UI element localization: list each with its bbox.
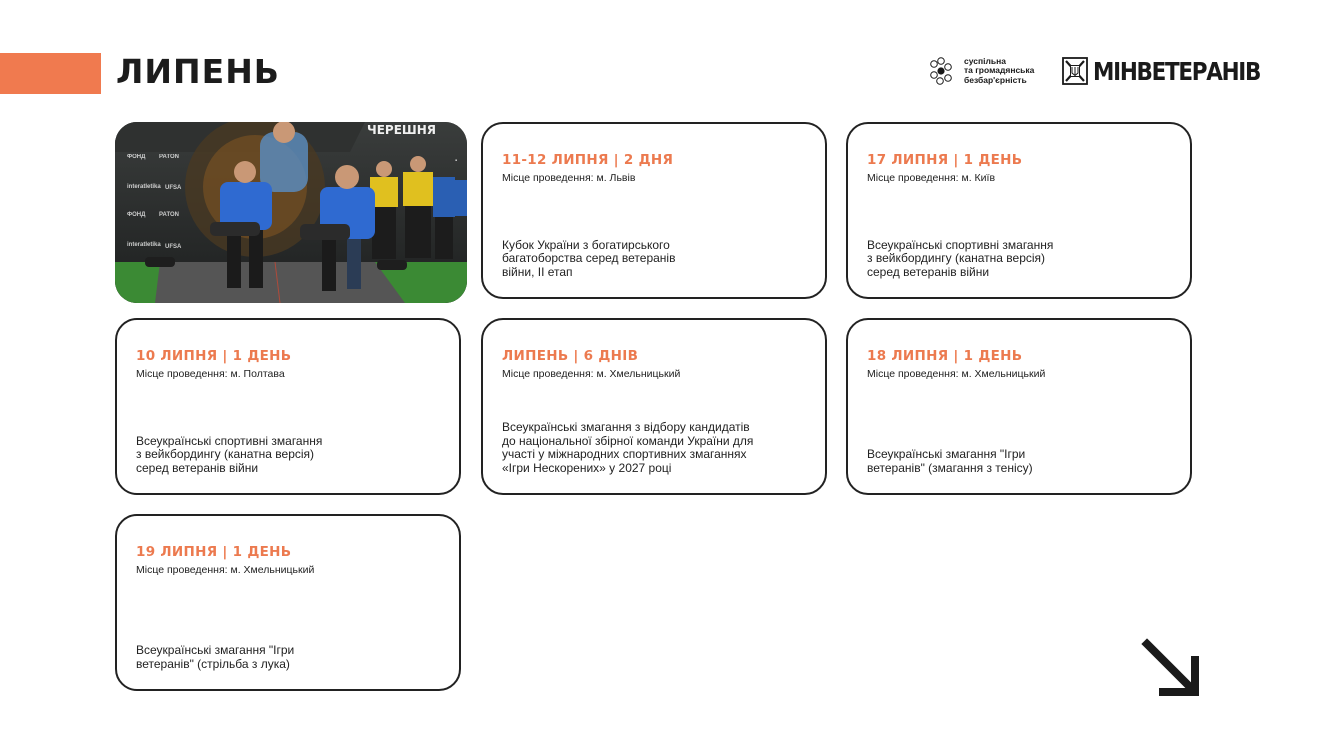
event-description: Всеукраїнські спортивні змагання з вейкбордингу (канатна версія) серед ветеранів війни [867, 237, 1054, 279]
ministry-emblem-icon [1062, 57, 1088, 85]
photo-banner-text: ЧЕРЕШНЯ [367, 123, 436, 137]
barrier-free-line-1: суспільна [964, 55, 1006, 66]
arrow-down-right-icon[interactable] [1141, 638, 1199, 696]
event-card[interactable] [115, 514, 461, 691]
ministry-logo-text: МІНВЕТЕРАНІВ [1093, 56, 1261, 86]
svg-text:UFSA: UFSA [165, 244, 182, 250]
barrier-free-text [964, 57, 1034, 86]
event-description: Всеукраїнські змагання з відбору кандидатів до національної збірної команди України для участі у міжнародних спортивних змаганнях «Ігри Нескорених» у 2027 році [502, 420, 754, 475]
svg-text:interatletika: interatletika [127, 242, 161, 248]
event-card[interactable] [481, 122, 827, 299]
svg-text:UFSA: UFSA [165, 185, 182, 191]
accent-bar [0, 53, 101, 94]
event-card[interactable] [846, 318, 1192, 495]
page-title: ЛИПЕНЬ [116, 52, 280, 91]
event-description: Всеукраїнські спортивні змагання з вейкбордингу (канатна версія) серед ветеранів війни [136, 433, 323, 475]
event-card[interactable] [846, 122, 1192, 299]
barrier-free-logo [926, 56, 1034, 86]
event-description: Кубок України з богатирського багатоборства серед ветеранів війни, ІІ етап [502, 237, 676, 279]
event-card[interactable] [481, 318, 827, 495]
event-date: ЛИПЕНЬ | 6 ДНІВ [502, 348, 639, 364]
event-place: Місце проведення: м. Київ [867, 172, 996, 184]
event-card[interactable] [115, 318, 461, 495]
barrier-free-line-2: та громадянська [964, 65, 1035, 76]
event-place: Місце проведення: м. Хмельницький [867, 368, 1046, 380]
barrier-free-line-3: безбар'єрність [964, 74, 1027, 85]
event-place: Місце проведення: м. Львів [502, 172, 636, 184]
event-date: 17 ЛИПНЯ | 1 ДЕНЬ [867, 152, 1023, 168]
event-date: 11-12 ЛИПНЯ | 2 ДНЯ [502, 152, 674, 168]
event-place: Місце проведення: м. Полтава [136, 368, 285, 380]
event-place: Місце проведення: м. Хмельницький [502, 368, 681, 380]
svg-text:interatletika: interatletika [127, 184, 161, 190]
svg-text:PATON: PATON [159, 212, 180, 218]
event-place: Місце проведення: м. Хмельницький [136, 564, 315, 576]
svg-text:ФОНД: ФОНД [127, 154, 146, 160]
barrier-free-icon [926, 56, 956, 86]
event-description: Всеукраїнські змагання "Ігри ветеранів" (стрільба з лука) [136, 643, 295, 671]
svg-text:PATON: PATON [159, 154, 180, 160]
header-logos [926, 56, 1288, 86]
strongman-competition-photo [115, 122, 467, 303]
svg-text:ФОНД: ФОНД [127, 212, 146, 218]
event-description: Всеукраїнські змагання "Ігри ветеранів" (змагання з тенісу) [867, 447, 1033, 475]
event-date: 19 ЛИПНЯ | 1 ДЕНЬ [136, 544, 292, 560]
event-date: 18 ЛИПНЯ | 1 ДЕНЬ [867, 348, 1023, 364]
svg-text:▪: ▪ [455, 158, 458, 164]
event-date: 10 ЛИПНЯ | 1 ДЕНЬ [136, 348, 292, 364]
event-photo [115, 122, 467, 303]
ministry-logo [1062, 57, 1287, 86]
